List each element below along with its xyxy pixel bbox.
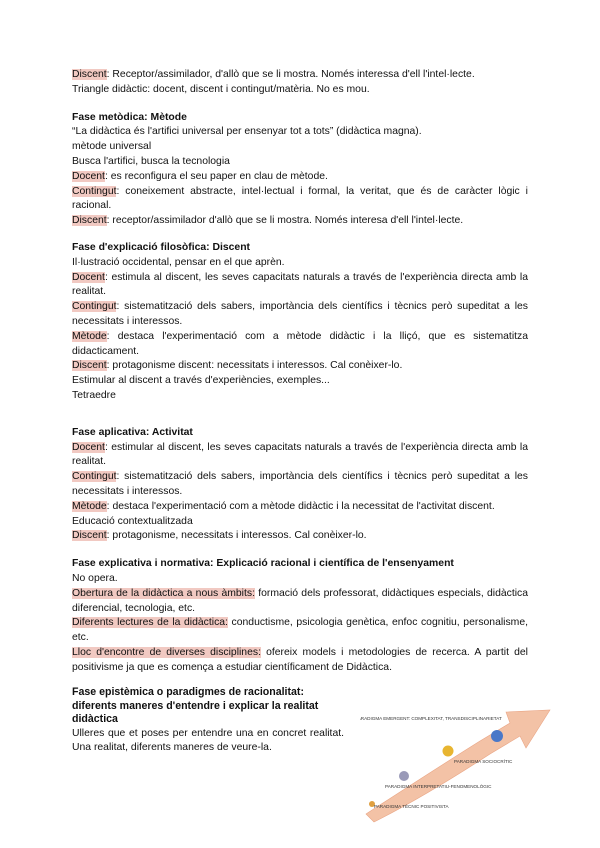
explicacio-line: Tetraedre	[72, 389, 116, 401]
lectures-highlight: Diferents lectures de la didàctica:	[72, 617, 228, 629]
explicacio-docent: Docent: estimula al discent, les seves capacitats naturals a través de l'experiència directa amb la realitat.	[72, 271, 528, 298]
explicacio-line: Estimular al discent a través d'experiències, exemples...	[72, 375, 330, 387]
aplicativa-metode: Mètode: destaca l'experimentació com a mètode didàctic i la necessitat de l'activitat discent.	[72, 500, 495, 512]
obertura-highlight: Obertura de la didàctica a nous àmbits:	[72, 587, 255, 599]
heading-aplicativa: Fase aplicativa: Activitat	[72, 426, 193, 438]
paradigm-label: PARADIGMA INTERPRETATIU-FENOMENOLÒGIC	[385, 784, 492, 789]
paradigm-dot	[491, 730, 503, 742]
lloc-highlight: Lloc d'encontre de diverses disciplines:	[72, 646, 261, 658]
aplicativa-discent: Discent: protagonisme, necessitats i interessos. Cal conèixer-lo.	[72, 530, 367, 542]
normativa-obertura: Obertura de la didàctica a nous àmbits: formació dels professorat, didàctiques especials, didàctica diferencial, tecnologia, etc.	[72, 587, 528, 614]
epistemica-section	[72, 686, 344, 755]
metodica-line: Busca l'artifici, busca la tecnologia	[72, 155, 230, 167]
aplicativa-contingut: Contingut: sistematització dels sabers, importància dels científics i tècnics però supeditat a les necessitats i interessos.	[72, 471, 528, 497]
aplicativa-docent: Docent: estimular al discent, les seves capacitats naturals a través de l'experiència directa amb la realitat.	[72, 441, 528, 468]
docent-highlight: Docent	[72, 170, 105, 182]
explicacio-contingut: Contingut: sistematització dels sabers, importància dels científics i tècnics però supeditat a les necessitats i interessos.	[72, 301, 528, 327]
heading-normativa: Fase explicativa i normativa: Explicació racional i científica de l'ensenyament	[72, 558, 454, 570]
normativa-line: No opera.	[72, 572, 118, 584]
explicacio-metode: Mètode: destaca l'experimentació com a mètode didàctic i la lliçó, que es sistematitza didacticament.	[72, 330, 528, 357]
paradigm-arrow-figure	[360, 696, 560, 826]
aplicativa-line: Educació contextualitzada	[72, 515, 193, 527]
docent-highlight: Docent	[72, 271, 105, 283]
metodica-docent: Docent: es reconfigura el seu paper en clau de mètode.	[72, 170, 328, 182]
normativa-lloc: Lloc d'encontre de diverses disciplines: ofereix models i metodologies de recerca. A partit del positivisme ja que es comença a estudiar científicament de Didàctica.	[72, 646, 528, 673]
metodica-quote: “La didàctica és l'artifici universal per ensenyar tot a tots” (didàctica magna).	[72, 126, 422, 138]
contingut-highlight: Contingut	[72, 471, 117, 483]
paradigm-label: PARADIGMA TÈCNIC POSITIVISTA	[374, 804, 449, 809]
metode-highlight: Mètode	[72, 500, 107, 512]
explicacio-line: Il·lustració occidental, pensar en el que aprèn.	[72, 256, 285, 268]
epistemica-text: Ulleres que et poses per entendre una en concret realitat. Una realitat, diferents maneres de veure-la.	[72, 727, 344, 753]
metode-highlight: Mètode	[72, 330, 107, 342]
metodica-line: mètode universal	[72, 141, 152, 153]
metodica-contingut: Contingut: coneixement abstracte, intel·lectual i formal, la veritat, que és de caràcter lògic i racional.	[72, 185, 528, 212]
triangle-line: Triangle didàctic: docent, discent i contingut/matèria. No es mou.	[72, 83, 370, 95]
discent-highlight: Discent	[72, 530, 107, 542]
discent-highlight: Discent	[72, 360, 107, 372]
heading-explicacio: Fase d'explicació filosòfica: Discent	[72, 241, 251, 253]
discent-highlight: Discent	[72, 215, 107, 227]
docent-highlight: Docent	[72, 441, 105, 453]
contingut-highlight: Contingut	[72, 185, 117, 197]
paradigm-arrow-svg	[360, 696, 560, 826]
paradigm-dot	[443, 746, 454, 757]
heading-epistemica: Fase epistèmica o paradigmes de racionalitat: diferents maneres d'entendre i explicar la realitat didàctica	[72, 686, 319, 725]
document-page	[72, 68, 528, 675]
contingut-highlight: Contingut	[72, 301, 117, 313]
paradigm-label: PARADIGMA SOCIOCRÍTIC	[454, 759, 513, 764]
metodica-discent: Discent: receptor/assimilador d'allò que se li mostra. Només interesa d'ell l'intel·lecte.	[72, 215, 464, 227]
intro-discent: Discent: Receptor/assimilador, d'allò que se li mostra. Només interessa d'ell l'intel·lecte.	[72, 69, 475, 80]
explicacio-discent: Discent: protagonisme discent: necessitats i interessos. Cal conèixer-lo.	[72, 360, 403, 372]
paradigm-dot	[399, 771, 409, 781]
normativa-lectures: Diferents lectures de la didàctica: conductisme, psicologia genètica, enfoc cognitiu, personalisme, etc.	[72, 617, 528, 644]
discent-highlight: Discent	[72, 69, 107, 80]
heading-metodica: Fase metòdica: Mètode	[72, 111, 187, 123]
paradigm-label: PARADIGMA EMERGENT: COMPLEXITAT, TRANSDISCIPLINARIETAT	[360, 716, 502, 721]
